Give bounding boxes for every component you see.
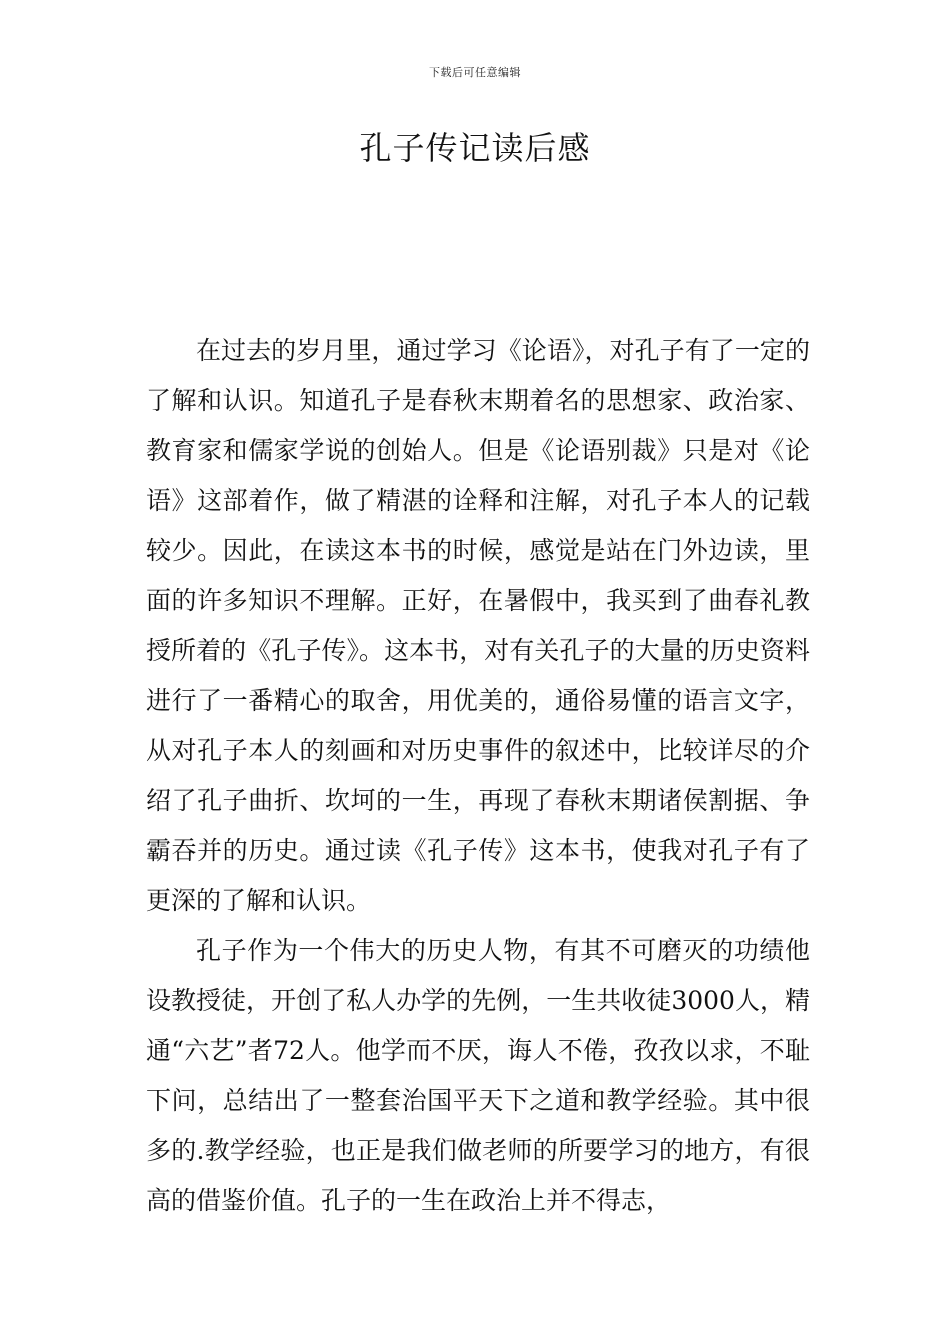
header-note: 下载后可任意编辑 (429, 66, 521, 79)
document-body (146, 326, 810, 1226)
paragraph-2: 孔子作为一个伟大的历史人物，有其不可磨灭的功绩他设教授徒，开创了私人办学的先例，一生共收徒3000人，精通“六艺”者72人。他学而不厌，诲人不倦，孜孜以求，不耻下问，总结出了一整套治国平天下之道和教学经验。其中很多的.教学经验，也正是我们做老师的所要学习的地方，有很高的借鉴价值。孔子的一生在政治上并不得志， (146, 936, 810, 1215)
paragraph-1: 在过去的岁月里，通过学习《论语》，对孔子有了一定的了解和认识。知道孔子是春秋末期着名的思想家、政治家、教育家和儒家学说的创始人。但是《论语别裁》只是对《论语》这部着作，做了精湛的诠释和注解，对孔子本人的记载较少。因此，在读这本书的时候，感觉是站在门外边读，里面的许多知识不理解。正好，在暑假中，我买到了曲春礼教授所着的《孔子传》。这本书，对有关孔子的大量的历史资料进行了一番精心的取舍，用优美的，通俗易懂的语言文字，从对孔子本人的刻画和对历史事件的叙述中，比较详尽的介绍了孔子曲折、坎坷的一生，再现了春秋末期诸侯割据、争霸吞并的历史。通过读《孔子传》这本书，使我对孔子有了更深的了解和认识。 (146, 336, 810, 915)
document-title: 孔子传记读后感 (359, 129, 591, 167)
